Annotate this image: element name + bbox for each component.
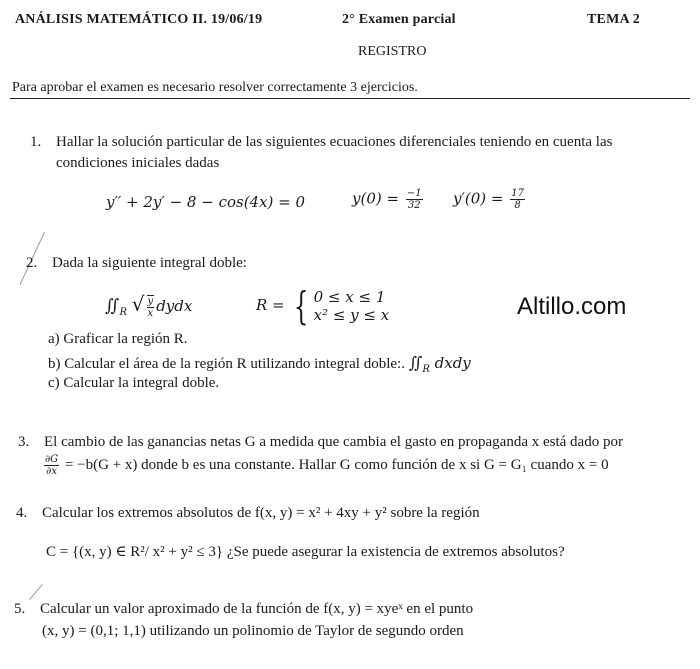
q2-sqrt-fraction (147, 295, 155, 319)
q2-integral-symbol: ∬ (105, 296, 120, 316)
q2-integrand-num: y (147, 296, 154, 307)
q2-integrand-tail: dydx (156, 297, 193, 315)
q1-condition-1 (352, 188, 425, 211)
q1-cond1-den: 32 (407, 200, 421, 211)
q4-number: 4. (16, 505, 28, 521)
pen-mark-2 (29, 584, 43, 600)
q5-line1: Calcular un valor aproximado de la función de f(x, y) = xyeˣ en el punto (40, 601, 474, 617)
q2-sqrt-symbol: √ (131, 292, 145, 316)
registro-label: REGISTRO (358, 44, 427, 59)
q2-part-b-text: b) Calcular el área de la región R utilizando integral doble:. (48, 356, 405, 372)
instruction-text: Para aprobar el examen es necesario resolver correctamente 3 ejercicios. (12, 80, 418, 95)
exam-title: 2° Examen parcial (342, 12, 456, 27)
q2-integrand-den: x (147, 308, 154, 319)
tema-label: TEMA 2 (587, 12, 640, 27)
q3-frac-den: ∂x (46, 466, 57, 477)
q2-integral-sub: R (119, 307, 128, 318)
q2-integral (105, 292, 192, 319)
q2-region-cases (314, 288, 390, 324)
watermark-logo: Altillo.com (517, 293, 627, 320)
q3-frac-num: ∂G (45, 454, 59, 465)
q4-line1: Calcular los extremos absolutos de f(x, y) = x² + 4xy + y² sobre la región (42, 505, 480, 521)
q1-condition-2 (453, 188, 527, 211)
q3-number: 3. (18, 434, 30, 450)
q1-equation: y′′ + 2y′ − 8 − cos(4x) = 0 (106, 193, 306, 211)
q1-cond2-num: 17 (511, 188, 524, 199)
q5-line2: (x, y) = (0,1; 1,1) utilizando un polinomio de Taylor de segundo orden (42, 623, 464, 639)
q2-region-lhs: R = (256, 296, 285, 314)
q1-cond1-fraction (406, 188, 423, 211)
q3-line2 (42, 454, 609, 477)
q5-number: 5. (14, 601, 26, 617)
q2-b-integral-tail: dxdy (434, 354, 471, 372)
q3-derivative-fraction (44, 454, 59, 477)
q3-line1: El cambio de las ganancias netas G a medida que cambia el gasto en propaganda x está dado por (44, 434, 623, 450)
q3-line2-text: = −b(G + x) donde b es una constante. Hallar G como función de x si G = G₁ cuando x = 0 (64, 456, 609, 473)
course-title: ANÁLISIS MATEMÁTICO II. 19/06/19 (15, 12, 263, 27)
q2-part-b (48, 353, 471, 375)
q2-region-row2: x² ≤ y ≤ x (313, 306, 390, 324)
q2-number: 2. (26, 255, 38, 271)
q1-cond1-num: −1 (406, 188, 422, 199)
q1-line1: Hallar la solución particular de las siguientes ecuaciones diferenciales teniendo en cuenta las (56, 134, 613, 150)
left-brace-icon: { (294, 284, 309, 328)
q2-region-def (256, 284, 390, 328)
q4-line2: C = {(x, y) ∈ R²/ x² + y² ≤ 3} ¿Se puede asegurar la existencia de extremos absolutos? (46, 544, 565, 560)
q2-part-a: a) Graficar la región R. (48, 331, 188, 347)
q1-cond2-fraction (510, 188, 525, 211)
q1-cond1-lhs: y(0) = (352, 189, 400, 208)
q2-region-row1: 0 ≤ x ≤ 1 (313, 288, 386, 306)
q1-cond2-den: 8 (514, 200, 521, 211)
q2-b-integral-sub: R (422, 364, 430, 375)
q1-number: 1. (30, 134, 42, 150)
q2-part-c: c) Calcular la integral doble. (48, 375, 220, 391)
q2-intro: Dada la siguiente integral doble: (52, 255, 247, 271)
q1-cond2-lhs: y′(0) = (453, 189, 504, 208)
q2-part-b-integral (408, 353, 471, 375)
q1-line2: condiciones iniciales dadas (56, 155, 220, 171)
q2-b-integral-symbol: ∬ (408, 353, 423, 372)
instruction-rule (10, 98, 690, 99)
